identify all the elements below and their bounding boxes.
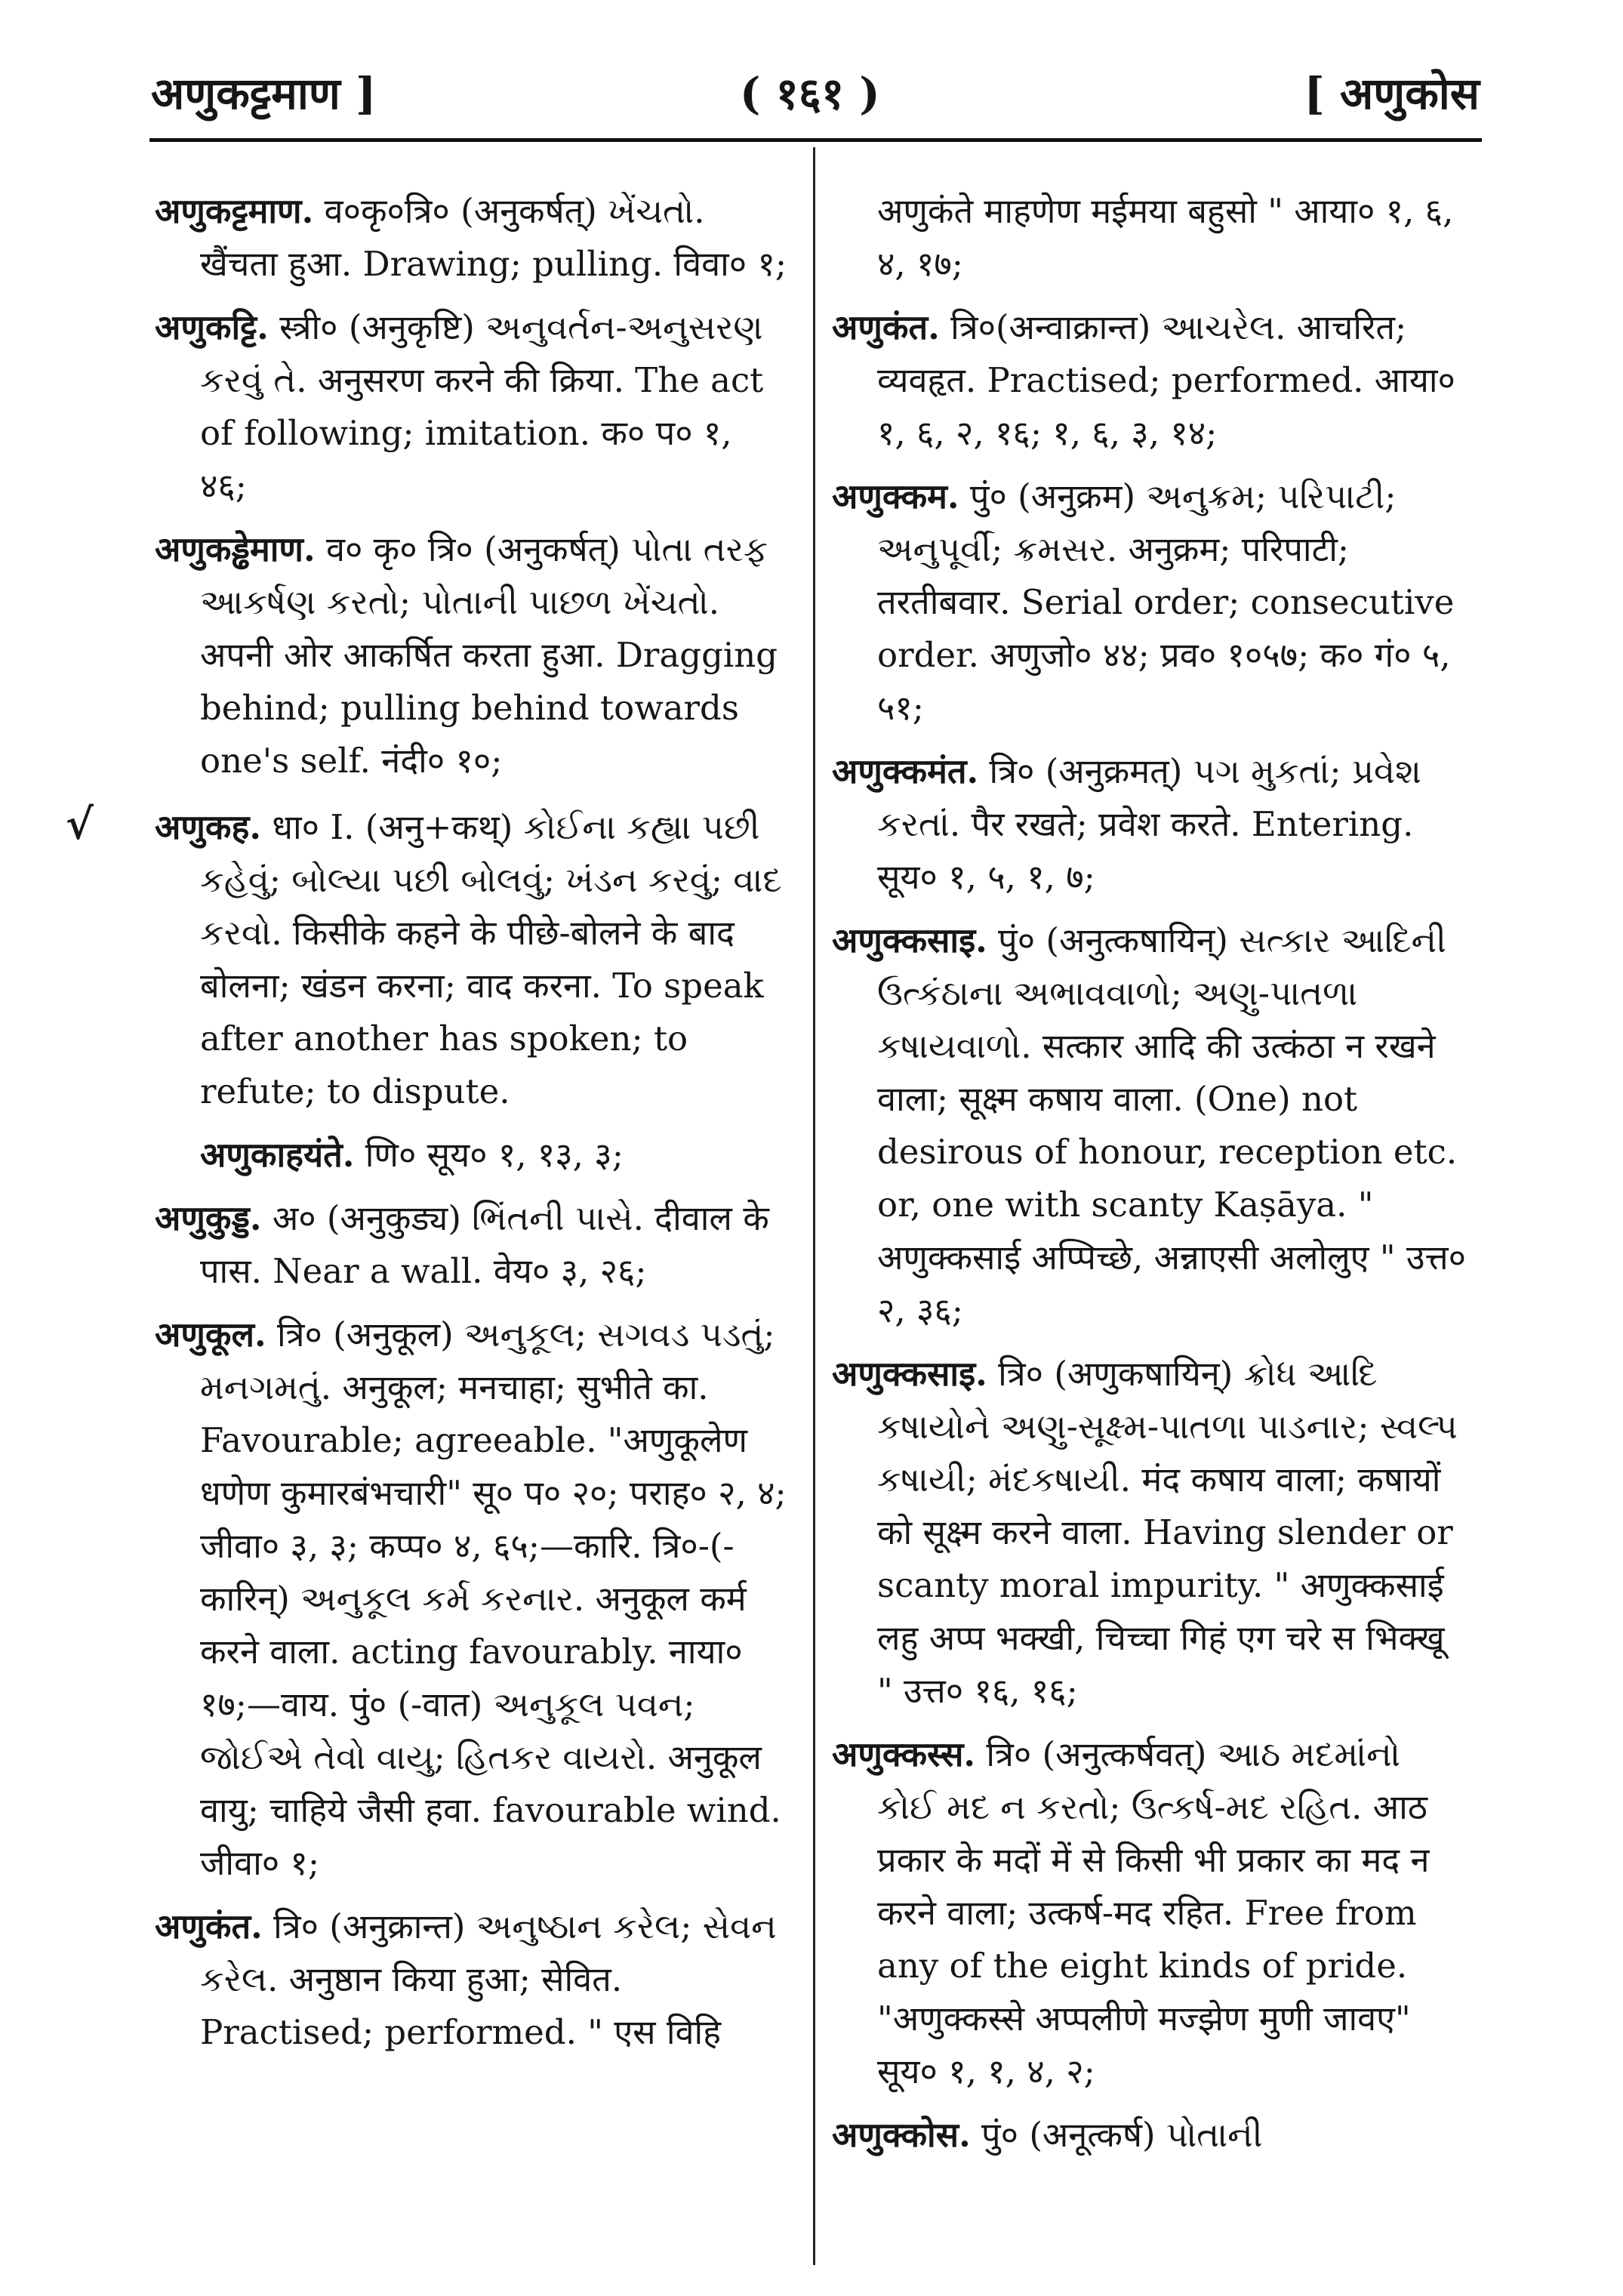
header-rule — [149, 138, 1482, 142]
definition: पुं० (अनूत्कर्ष) પોતાની — [970, 2115, 1263, 2155]
definition: त्रि० (अनुक्रान्त) અનુષ્ઠાન કરેલ; સેવન કરેલ. अनुष्ठान किया हुआ; सेवित. Practised; performed. " एस विहि — [200, 1906, 777, 2052]
running-head-right: [ अणुकोस — [1304, 68, 1480, 119]
headword: अणुकंत. — [155, 1906, 263, 1946]
dictionary-entry: √ अणुकह. धा० I. (अनु+कथ्) કોઈના કહ્યા પછી કહેવું; બોલ્યા પછી બોલવું; ખંડન કરવું; વાદ કરવો. किसीके कहने के पीछे-बोलने के बाद बोलना; खंडन करना; वाद करना. To speak after another has spoken; to refute; to dispute. — [66, 800, 782, 1111]
dictionary-entry — [155, 1129, 789, 1182]
headword: अणुकह. — [155, 807, 262, 847]
dictionary-entry — [155, 1192, 789, 1298]
dictionary-entry — [832, 301, 1466, 460]
definition: पुं० (अनुक्रम) અનુક્રમ; પરિપાટી; અનુપૂર્વી; ક્રમસર. अनुक्रम; परिपाटी; तरतीबवार. Serial order; consecutive order. अणुजो० ४४; प्रव० १०५७; क० गं० ५, ५१; — [877, 476, 1455, 728]
definition: अ० (अनुकुड्य) ભિંતની પાસે. दीवाल के पास. Near a wall. वेय० ३, २६; — [200, 1198, 769, 1291]
headword: अणुक्कस्स. — [832, 1734, 976, 1774]
headword: अणुकड्ढेमाण. — [155, 529, 316, 569]
headword: अणुकट्टमाण. — [155, 191, 314, 231]
definition: स्त्री० (अनुकृष्टि) અનુવર્તન-અનુસરણ કરવું તે. अनुसरण करने की क्रिया. The act of following; imitation. क० प० १, ४६; — [200, 307, 764, 506]
definition: त्रि० (अनुक्रमत्) પગ મુકતાં; પ્રવેશ કરતાં. पैर रखते; प्रवेश करते. Entering. सूय० १, ५, १, ७; — [877, 751, 1421, 897]
definition: णि० सूय० १, १३, ३; — [354, 1135, 624, 1175]
headword: अणुकाहयंते. — [200, 1135, 355, 1175]
page-number: ( १६१ ) — [740, 68, 880, 119]
headword: अणुकंत. — [832, 307, 940, 347]
right-column — [832, 185, 1466, 2276]
headword: अणुक्कसाइ. — [832, 1354, 987, 1394]
column-divider — [813, 147, 815, 2265]
dictionary-entry — [155, 1900, 789, 2059]
definition: पुं० (अनुत्कषायिन्) સત્કાર આદિની ઉત્કંઠાના અભાવવાળો; અણુ-પાતળા કષાયવાળો. सत्कार आदि की उत्कंठा न रखने वाला; सूक्ष्म कषाय वाला. (One) not desirous of honour, reception etc. or, one with scanty Kaṣāya. " अणुक्कसाई अप्पिच्छे, अन्नाएसी अलोलुए " उत्त० २, ३६; — [877, 920, 1466, 1330]
dictionary-entry — [155, 301, 789, 513]
running-head-left: अणुकट्टमाण ] — [151, 68, 377, 119]
definition: व० कृ० त्रि० (अनुकर्षत्) પોતા તરફ આકર્ષણ કરતો; પોતાની પાછળ ખેંચતો. अपनी ओर आकर्षित करता हुआ. Dragging behind; pulling behind towards one's self. नंदी० १०; — [200, 529, 778, 781]
headword: अणुक्कोस. — [832, 2115, 971, 2155]
headword: अणुकुड्ड. — [155, 1198, 262, 1238]
headword: अणुकूल. — [155, 1314, 266, 1354]
dictionary-entry — [832, 914, 1466, 1337]
definition: त्रि० (अनुकूल) અનુકૂલ; સગવડ પડતું; મનગમતું. अनुकूल; मनचाहा; सुभीते का. Favourable; agreeable. "अणुकूलेण धणेण कुमारबंभचारी" सू० प० २०; पराह० २, ४; जीवा० ३, ३; कप्प० ४, ६५;—कारि. त्रि०-(-कारिन्) અનુકૂલ કર્મ કરનાર. अनुकूल कर्म करने वाला. acting favourably. नाया० १७;—वाय. पुं० (-वात) અનુકૂલ પવન; જોઈએ તેવો વાયુ; હિતકર વાયરો. अनुकूल वायु; चाहिये जैसी हवा. favourable wind. जीवा० १; — [200, 1314, 787, 1883]
dictionary-entry — [155, 1308, 789, 1890]
dictionary-entry — [832, 2109, 1466, 2162]
headword: अणुकट्टि. — [155, 307, 269, 347]
definition: धा० I. (अनु+कथ्) કોઈના કહ્યા પછી કહેવું; બોલ્યા પછી બોલવું; ખંડન કરવું; વાદ કરવો. किसीके कहने के पीछे-बोलने के बाद बोलना; खंडन करना; वाद करना. To speak after another has spoken; to refute; to dispute. — [200, 807, 782, 1111]
dictionary-entry — [155, 185, 789, 291]
dictionary-entry — [832, 745, 1466, 904]
definition: त्रि० (अणुकषायिन्) ક્રોધ આદિ કષાયોને અણુ-સૂક્ષ્મ-પાતળા પાડનાર; સ્વલ્પ કષાયી; મંદકષાયી. मंद कषाय वाला; कषायों को सूक्ष्म करने वाला. Having slender or scanty moral impurity. " अणुक्कसाई लहु अप्प भक्खी, चिच्चा गिहं एग चरे स भिक्खू " उत्त० १६, १६; — [877, 1354, 1458, 1711]
headword: अणुक्कमंत. — [832, 751, 979, 791]
definition: अणुकंते माहणेण मईमया बहुसो " आया० १, ६, ४, १७; — [877, 191, 1454, 284]
page-header — [151, 45, 1480, 128]
dictionary-entry — [155, 523, 789, 787]
left-column — [66, 185, 789, 2276]
definition: व०कृ०त्रि० (अनुकर्षत्) ખેંચતો. खैंचता हुआ. Drawing; pulling. विवा० १; — [200, 191, 787, 284]
dictionary-entry-continuation — [832, 185, 1466, 291]
dictionary-entry — [832, 1728, 1466, 2098]
dictionary-entry — [832, 1348, 1466, 1718]
headword: अणुक्कसाइ. — [832, 920, 987, 960]
definition: त्रि०(अन्वाक्रान्त) આચરેલ. आचरित; व्यवहृत. Practised; performed. आया० १, ६, २, १६; १, ६, ३, १४; — [877, 307, 1455, 453]
dictionary-entry — [832, 470, 1466, 735]
headword: अणुक्कम. — [832, 476, 959, 516]
definition: त्रि० (अनुत्कर्षवत्) આઠ મદમાંનો કોઈ મદ ન કરતો; ઉત્કર્ષ-મદ રહિત. आठ प्रकार के मदों में से किसी भी प्रकार का मद न करने वाला; उत्कर्ष-मद रहित. Free from any of the eight kinds of pride. "अणुक्कस्से अप्पलीणे मज्झेण मुणी जावए" सूय० १, १, ४, २; — [877, 1734, 1430, 2091]
